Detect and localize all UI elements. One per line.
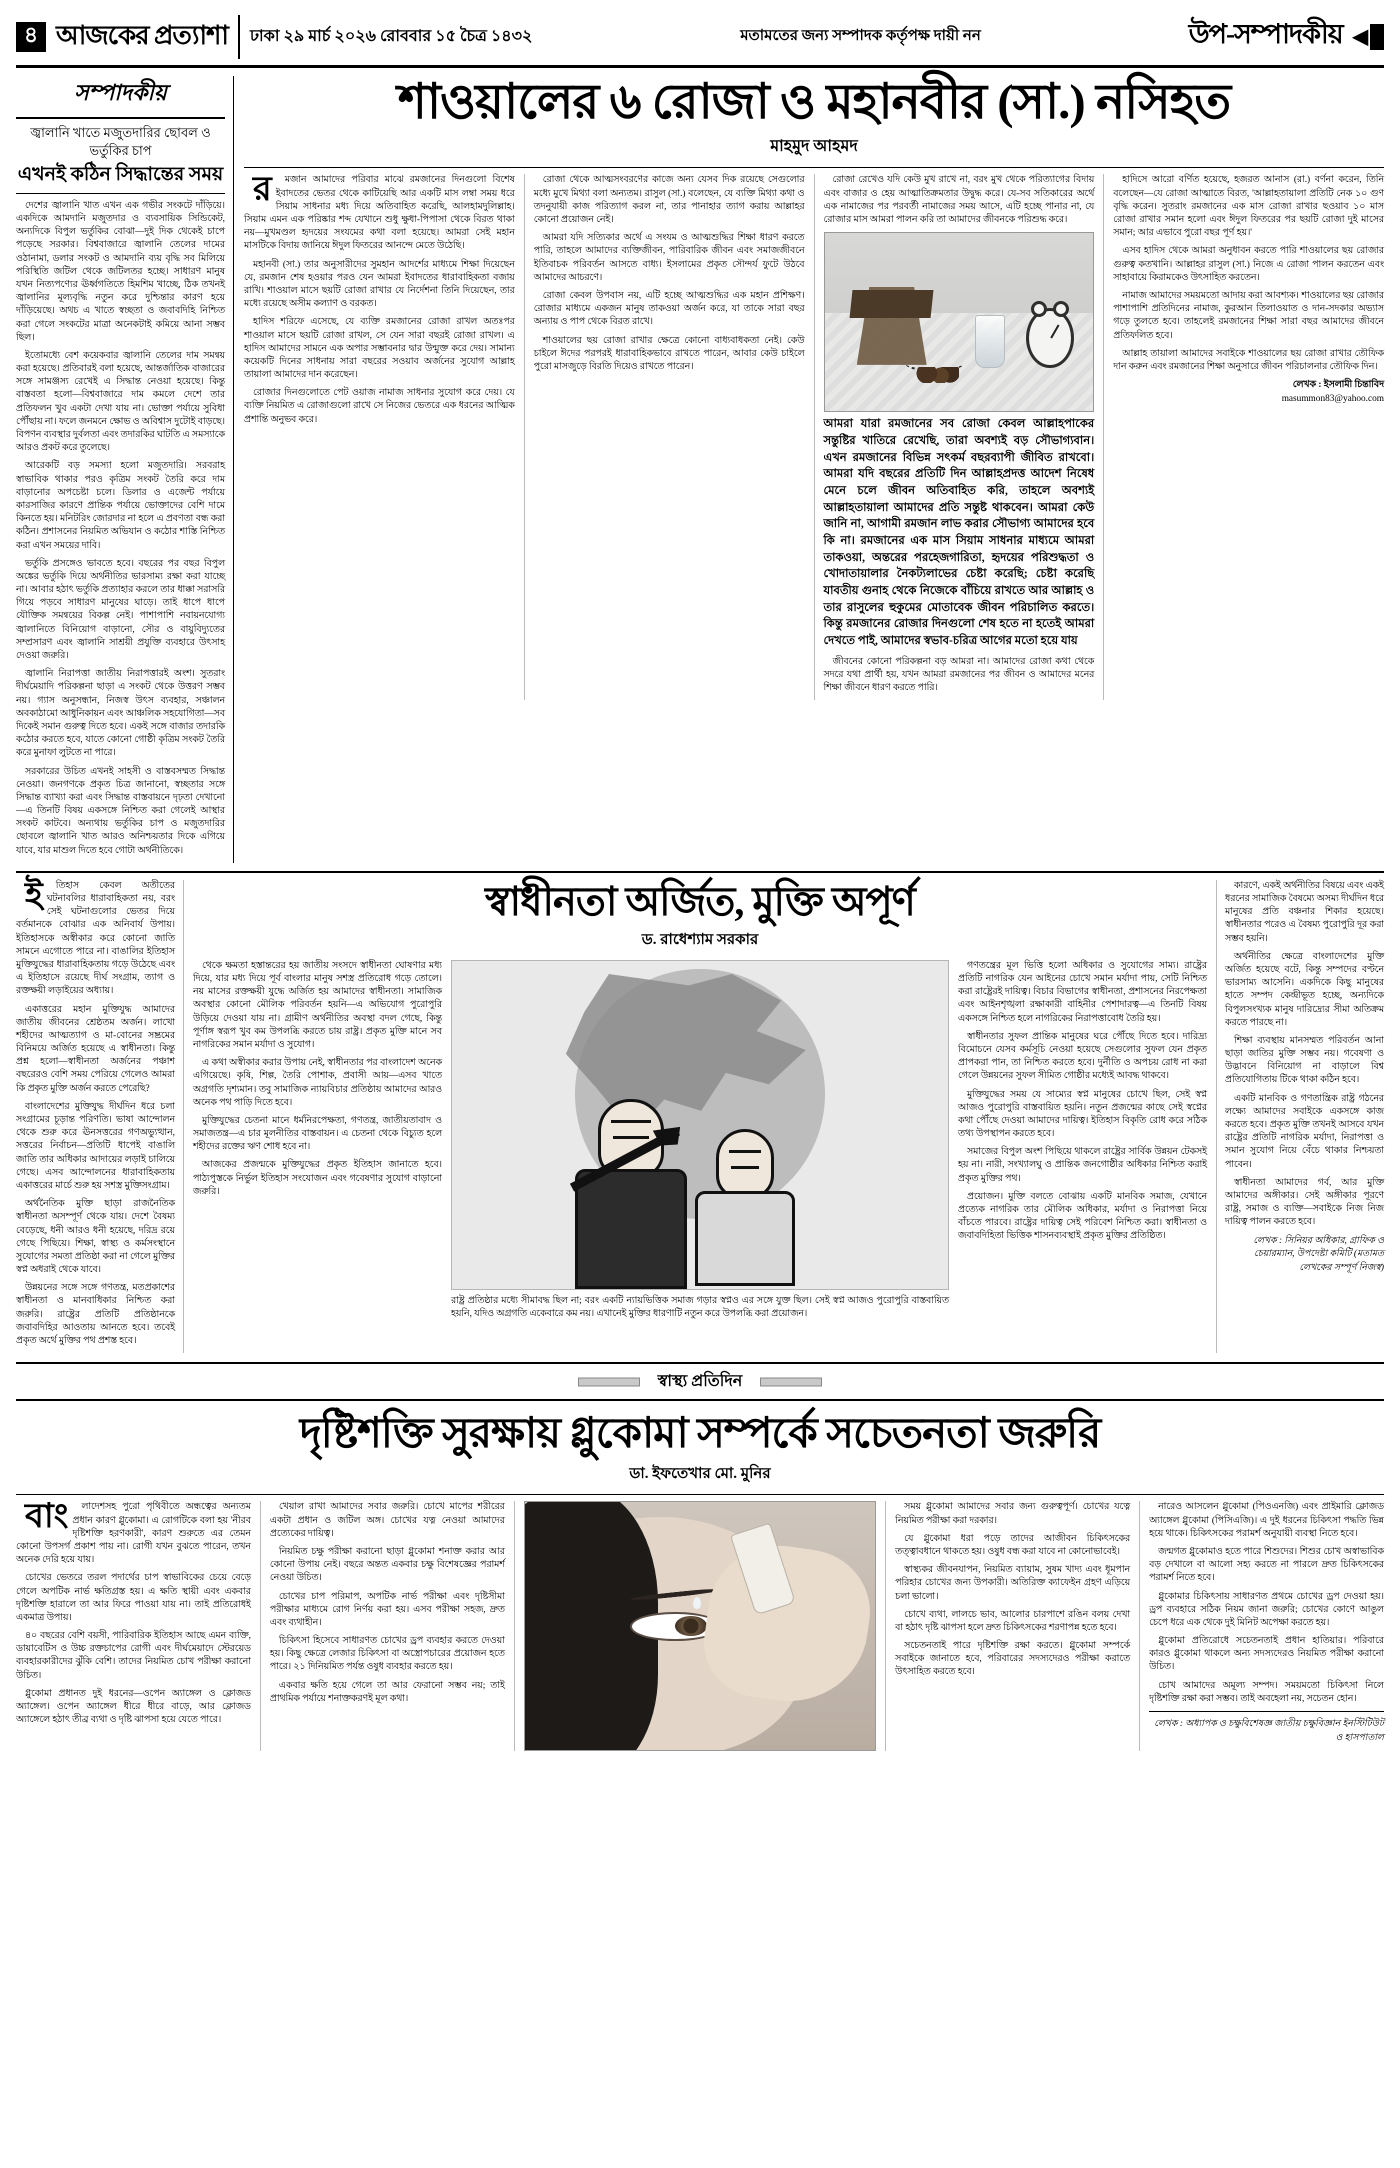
paragraph: নামাজ আমাদের সময়মতো আদায় করা আবশ্যক। শাওয়ালের ছয় রোজার পাশাপাশি প্রতিদিনের নামাজ, কুরআন তিলাওয়াত ও দান-সদকার অভ্যাস গড়ে তুলতে হবে। তাহলেই রমজানের শিক্ষা সারা বছর আমাদের জীবনে প্রতিফলিত হবে।: [1113, 290, 1384, 341]
paragraph: সমাজের বিপুল অংশ পিছিয়ে থাকলে রাষ্ট্রের সার্বিক উন্নয়ন টেকসই হয় না। নারী, সংখ্যালঘু ও প্রান্তিক জনগোষ্ঠীর অধিকার নিশ্চিত করাই প্রকৃত মুক্তির পথ।: [958, 1147, 1207, 1184]
page-number: ৪: [16, 22, 46, 52]
paragraph: চোখের ভেতরে তরল পদার্থের চাপ স্বাভাবিকের চেয়ে বেড়ে গেলে অপটিক নার্ভ ক্ষতিগ্রস্ত হয়। এ ক্ষতি স্থায়ী এবং একবার দৃষ্টিশক্তি হারালে তা আর ফিরে পাওয়া যায় না। তাই প্রতিরোধই একমাত্র উপায়।: [16, 1573, 251, 1623]
article-column: [260, 1501, 505, 1751]
paragraph: একাত্তরের মহান মুক্তিযুদ্ধ আমাদের জাতীয় জীবনের শ্রেষ্ঠতম অর্জন। লাখো শহীদের আত্মত্যাগ ও মা-বোনের সম্ভ্রমের বিনিময়ে অর্জিত হয়েছে এ স্বাধীনতা। কিন্তু প্রশ্ন হলো—স্বাধীনতা অর্জনের পঞ্চাশ বছরেরও বেশি সময় পেরিয়ে গেলেও আমরা কি প্রকৃত মুক্তি অর্জন করতে পেরেছি?: [16, 1004, 175, 1094]
paragraph: শাওয়ালের ছয় রোজা রাখার ক্ষেত্রে কোনো বাধ্যবাধকতা নেই। কেউ চাইলে ঈদের পরপরই ধারাবাহিকভাবে রাখতে পারেন, আবার কেউ চাইলে পুরো মাসজুড়ে বিরতি দিয়েও রাখতে পারেন।: [533, 335, 805, 372]
second-headline: স্বাধীনতা অর্জিত, মুক্তি অপূর্ণ: [485, 878, 915, 924]
paragraph: থেকে ক্ষমতা হস্তান্তরের হয় জাতীয় সংসদে স্বাধীনতা ঘোষণার মধ্য দিয়ে, যার মধ্য দিয়ে পূর্ব বাংলার মানুষ সশস্ত্র প্রতিরোধ গড়ে তোলে। নয় মাসের রক্তক্ষয়ী যুদ্ধে অর্জিত হয় আমাদের স্বাধীনতা। সামাজিক অবস্থার কোনো মৌলিক পরিবর্তন হয়নি—এ অভিযোগ পুরোপুরি উড়িয়ে দেওয়া যায় না। গ্রামীণ অর্থনীতির অবস্থা বদল গেছে, কিন্তু পূর্ণাঙ্গ স্বরূপ খুব কম উপলব্ধি করতে চায় রাষ্ট্র। প্রকৃত মুক্তি মানে সব নাগরিকের সমান মর্যাদা ও সুযোগ।: [193, 960, 442, 1050]
paragraph: ভর্তুকি প্রসঙ্গেও ভাবতে হবে। বছরের পর বছর বিপুল অঙ্কের ভর্তুকি দিয়ে অর্থনীতির ভারসাম্য রক্ষা করা যাচ্ছে না। আবার হঠাৎ ভর্তুকি প্রত্যাহার করলে তার ধাক্কা সরাসরি গিয়ে পড়বে সাধারণ মানুষের ঘাড়ে। তাই ধাপে ধাপে যৌক্তিক সমন্বয়ের বিকল্প নেই। পাশাপাশি নবায়নযোগ্য জ্বালানিতে বিনিয়োগ বাড়ানো, সৌর ও বায়ুবিদ্যুতের সম্প্রসারণ এবং জ্বালানি সাশ্রয়ী প্রযুক্তি ব্যবহারে উৎসাহ দেওয়া জরুরি।: [16, 558, 225, 662]
article-column: [193, 960, 442, 1321]
paragraph: আমরা যদি সত্যিকার অর্থে এ সংযম ও আত্মশুদ্ধির শিক্ষা ধারণ করতে পারি, তাহলে আমাদের ব্যক্তিজীবন, পারিবারিক জীবন এবং সমাজজীবনে ইতিবাচক পরিবর্তন আসতে বাধ্য। ইসলামের প্রকৃত সৌন্দর্য ফুটে উঠবে আমাদের আচরণে।: [533, 233, 805, 283]
paragraph: যে গ্লুকোমা ধরা পড়ে তাদের আজীবন চিকিৎসকের তত্ত্বাবধানে থাকতে হয়। ওষুধ বন্ধ করা যাবে না কোনোভাবেই।: [895, 1533, 1131, 1557]
top-section: [16, 76, 1384, 863]
paragraph: কারণে, একই অর্থনীতির বিষয়ে এবং একই ধরনের সামাজিক বৈষম্যে অসম্য দীর্ঘদিন ধরে মানুষের প্রতি বঞ্চনার শিকার হয়েছে। স্বাধীনতার পরেও এ বৈষম্য পুরোপুরি দূর করা সম্ভব হয়নি।: [1225, 880, 1384, 944]
editorial-title: এখনই কঠিন সিদ্ধান্তের সময়: [17, 164, 224, 186]
paragraph: চোখে ব্যথা, লালচে ভাব, আলোর চারপাশে রঙিন বলয় দেখা বা হঠাৎ দৃষ্টি ঝাপসা হলে দ্রুত চিকিৎসকের শরণাপন্ন হতে হবে।: [895, 1609, 1131, 1633]
second-left-column: [16, 876, 184, 1353]
paragraph: অর্থনীতির ক্ষেত্রে বাংলাদেশের মুক্তি অর্জিত হয়েছে বটে, কিন্তু সম্পদের বণ্টনে ভারসাম্য আসেনি। একদিকে কিছু মানুষের হাতে সম্পদ কেন্দ্রীভূত হচ্ছে, অন্যদিকে বিপুলসংখ্যক মানুষ দারিদ্র্যের সীমা অতিক্রম করতে পারছে না।: [1225, 951, 1384, 1028]
paragraph: দেশের জ্বালানি খাত এখন এক গভীর সংকটে দাঁড়িয়ে। একদিকে আমদানি মজুতদার ও ব্যবসায়িক সিন্ডিকেট, অন্যদিকে বিপুল ভর্তুকির বোঝা—দুই দিক থেকেই চাপে পড়েছে সরকার। বিশ্ববাজারে জ্বালানি তেলের দামের ওঠানামা, ডলার সংকট ও আমদানি ব্যয় বৃদ্ধি সব মিলিয়ে পরিস্থিতি জটিল থেকে জটিলতর হচ্ছে। সাধারণ মানুষ যখন নিত্যপণ্যের ঊর্ধ্বগতিতে হিমশিম খাচ্ছে, ঠিক তখনই জ্বালানির মূল্যবৃদ্ধি নতুন করে দুশ্চিন্তার কারণ হয়ে দাঁড়িয়েছে। অথচ এ খাতে স্বচ্ছতা ও জবাবদিহি নিশ্চিত করা গেলে সংকটের মাত্রা অনেকটাই কমিয়ে আনা সম্ভব ছিল।: [16, 200, 225, 343]
health-columns: [16, 1498, 1384, 1751]
second-article: [16, 871, 1384, 1353]
eye-drop-photo: [524, 1501, 876, 1751]
paragraph: হাদিস শরিফে এসেছে, যে ব্যক্তি রমজানের রোজা রাখল অতঃপর শাওয়াল মাসে ছয়টি রোজা রাখল, সে যেন সারা বছরই রোজা রাখল। এ হাদিস আমাদের সামনে এক অপার সম্ভাবনার দ্বার উন্মুক্ত করে দেয়। সামান্য কয়েকটি দিনের সাধনায় সারা বছরের সওয়াব অর্জনের সুযোগ আল্লাহ তায়ালা আমাদের দান করেছেন।: [244, 317, 515, 381]
paragraph: অর্থনৈতিক মুক্তি ছাড়া রাজনৈতিক স্বাধীনতা অসম্পূর্ণ থেকে যায়। দেশে বৈষম্য বেড়েছে, ধনী আরও ধনী হয়েছে, দরিদ্র রয়ে গেছে পিছিয়ে। শিক্ষা, স্বাস্থ্য ও কর্মসংস্থানে সুযোগের সমতা প্রতিষ্ঠা করা না গেলে মুক্তির স্বপ্ন অধরাই থেকে যাবে।: [16, 1199, 175, 1276]
page-nav[interactable]: [1353, 24, 1384, 50]
paragraph: উন্নয়নের সঙ্গে সঙ্গে গণতন্ত্র, মতপ্রকাশের স্বাধীনতা ও মানবাধিকার নিশ্চিত করা জরুরি। রাষ্ট্রের প্রতিটি প্রতিষ্ঠানকে জবাবদিহির আওতায় আনতে হবে। তবেই প্রকৃত অর্থে মুক্তির পথ প্রশস্ত হবে।: [16, 1283, 175, 1347]
article-column: [244, 171, 515, 700]
paragraph: হাদিসে আরো বর্ণিত হয়েছে, হজরত আনাস (রা.) বর্ণনা করেন, তিনি বলেছেন—যে রোজা আত্মাতে বিরত, 'আল্লাহতায়ালা প্রতিটি নেক ১০ গুণ বৃদ্ধি করেন। সুতরাং রমজানের এক মাস রোজা রাখার ছওয়াব ১০ মাস রোজা রাখার সমান হলো এবং ঈদুল ফিতরের পর ছয়টি রোজা দুই মাসের সমান; আর এভাবে পুরো বছর পূর্ণ হয়।': [1113, 175, 1384, 239]
article-column-with-photo: [814, 174, 1095, 700]
second-author: ড. রাধেশ্যাম সরকার: [641, 931, 759, 948]
disclaimer-text: মতামতের জন্য সম্পাদক কর্তৃপক্ষ দায়ী নন: [740, 28, 981, 44]
divider: [16, 1494, 1384, 1495]
paragraph: জন্মগত গ্লুকোমাও হতে পারে শিশুদের। শিশুর চোখ অস্বাভাবিক বড় দেখালে বা আলো সহ্য করতে না পারলে দ্রুত চিকিৎসকের পরামর্শ নিতে হবে।: [1149, 1546, 1384, 1584]
paragraph: আরেকটি বড় সমস্যা হলো মজুতদারি। সরবরাহ স্বাভাবিক থাকার পরও কৃত্রিম সংকট তৈরি করে দাম বাড়ানোর অপচেষ্টা চলে। ডিলার ও এজেন্ট পর্যায়ে কারসাজির কারণে প্রান্তিক পর্যায়ে ভোক্তাদের বেশি দামে কিনতে হয়। মনিটরিং জোরদার না হলে এ প্রবণতা বন্ধ করা কঠিন। প্রশাসনের নিয়মিত অভিযান ও কঠোর শাস্তি নিশ্চিত করা এখন সময়ের দাবি।: [16, 461, 225, 551]
paragraph: বাংলাদেশের মুক্তিযুদ্ধ দীর্ঘদিন ধরে চলা সংগ্রামের চূড়ান্ত পরিণতি। ভাষা আন্দোলন থেকে শুরু করে ঊনসত্তরের গণঅভ্যুত্থান, সত্তরের নির্বাচন—প্রতিটি ধাপেই বাঙালি জাতি তার অধিকার আদায়ের লড়াই চালিয়ে গেছে। এসব আন্দোলনের ধারাবাহিকতায় একাত্তরের মার্চে শুরু হয় সশস্ত্র মুক্তিসংগ্রাম।: [16, 1101, 175, 1191]
paragraph: আল্লাহ তায়ালা আমাদের সবাইকে শাওয়ালের ছয় রোজা রাখার তৌফিক দান করুন এবং রমজানের শিক্ষা অনুসারে জীবন পরিচালনার তৌফিক দিন।: [1113, 348, 1384, 372]
illustration-column: [451, 960, 949, 1321]
paragraph: স্বাধীনতার সুফল প্রান্তিক মানুষের ঘরে পৌঁছে দিতে হবে। দারিদ্র্য বিমোচনে যেসব কর্মসূচি নেওয়া হয়েছে সেগুলোর সুফল যেন প্রকৃত প্রাপকরা পান, তা নিশ্চিত করতে হবে। দুর্নীতি ও অপচয় রোধ না করা গেলে উন্নয়নের সুফল সীমিত গোষ্ঠীর মধ্যেই আবদ্ধ থাকবে।: [958, 1031, 1207, 1082]
health-byline: লেখক : অধ্যাপক ও চক্ষুবিশেষজ্ঞ জাতীয় চক্ষুবিজ্ঞান ইনস্টিটিউট ও হাসপাতাল: [1154, 1719, 1384, 1743]
article-column: [885, 1501, 1130, 1751]
paragraph: খেয়াল রাখা আমাদের সবার জরুরি। চোখে মাপের শরীরের একটা প্রধান ও জটিল অঙ্গ। চোখের যত্ন নেওয়া আমাদের প্রত্যেকের দায়িত্ব।: [269, 1502, 505, 1539]
divider: [244, 167, 1384, 168]
paragraph: গ্লুকোমা প্রধানত দুই ধরনের—ওপেন অ্যাঙ্গেল ও ক্লোজড অ্যাঙ্গেল। ওপেন অ্যাঙ্গেল ধীরে ধীরে বাড়ে, আর ক্লোজড অ্যাঙ্গেলে হঠাৎ তীব্র ব্যথা ও দৃষ্টি ঝাপসা হয়ে যেতে পারে।: [16, 1688, 251, 1726]
editorial-column: [16, 76, 234, 863]
paragraph: মুক্তিযুদ্ধের চেতনা মানে ধর্মনিরপেক্ষতা, গণতন্ত্র, জাতীয়তাবাদ ও সমাজতন্ত্র—এ চার মূলনীতির বাস্তবায়ন। এ চেতনা থেকে বিচ্যুত হলে শহীদের রক্তের ঋণ শোধ হবে না।: [193, 1115, 442, 1153]
article-column: [1139, 1501, 1384, 1751]
article-column: [1103, 174, 1384, 700]
article-column: [16, 1498, 251, 1751]
paragraph: ইতোমধ্যে বেশ কয়েকবার জ্বালানি তেলের দাম সমন্বয় করা হয়েছে। প্রতিবারই বলা হয়েছে, আন্তর্জাতিক বাজারের সঙ্গে সামঞ্জস্য রেখেই এ সিদ্ধান্ত নেওয়া হয়েছে। কিন্তু বাস্তবতা হলো—বিশ্ববাজারে দাম কমলে দেশে তার প্রতিফলন খুব একটা দেখা যায় না। ভোক্তা পর্যায়ে সুবিধা পৌঁছায় না। ফলে জনমনে ক্ষোভ ও অবিশ্বাস দুটোই বাড়ছে। বিপণন ব্যবস্থার দুর্বলতা এবং তদারকির ঘাটতি এ সমস্যাকে আরও প্রকট করে তুলেছে।: [16, 350, 225, 454]
paragraph: রোজা কেবল উপবাস নয়, এটি হচ্ছে আত্মশুদ্ধির এক মহান প্রশিক্ষণ। রোজার মাধ্যমে একজন মানুষ তাকওয়া অর্জন করে, যা তাকে সারা বছর অন্যায় ও পাপ থেকে বিরত রাখে।: [533, 290, 805, 328]
paragraph: রোজা রেখেও যদি কেউ মুখ রাখে না, বরং মুখ থেকে পরিত্যাগের বিদায় এবং বাজার ও হেয় আত্মাতিক্রমতার উদ্বুদ্ধ করে। যে-সব সতিকারের অর্থে এক নামাজের পর পরবর্তী নামাজের সময় আসে, এটি হচ্ছে পানার না, যে রোজার মাস আমরা পালন করি তা আমাদের জীবনকে পরিশুদ্ধ করে।: [823, 175, 1095, 225]
paragraph: নিয়মিত চক্ষু পরীক্ষা করানো ছাড়া গ্লুকোমা শনাক্ত করার আর কোনো উপায় নেই। বছরে অন্তত একবার চক্ষু বিশেষজ্ঞের পরামর্শ নেওয়া উচিত।: [269, 1546, 505, 1584]
paragraph: এ কথা অস্বীকার করার উপায় নেই, স্বাধীনতার পর বাংলাদেশ অনেক এগিয়েছে। কৃষি, শিল্প, তৈরি পোশাক, প্রবাসী আয়—এসব খাতে অগ্রগতি দৃশ্যমান। তবু সামাজিক ন্যায়বিচার প্রতিষ্ঠায় আমাদের আরও অনেক পথ পাড়ি দিতে হবে।: [193, 1058, 442, 1108]
illustration-caption-left: রাষ্ট্র প্রতিষ্ঠার মধ্যে সীমাবদ্ধ ছিল না; বরং একটি ন্যায়ভিত্তিক সমাজ গড়ার স্বপ্নও এর সঙ্গে যুক্ত ছিল। সেই স্বপ্ন আজও পুরোপুরি বাস্তবায়িত হয়নি, যদিও অগ্রগতি একেবারে কম নয়। এখানেই মুক্তির ধারণাটি নতুন করে উপলব্ধি করা প্রয়োজন।: [451, 1295, 949, 1320]
masthead: [16, 14, 1384, 68]
paragraph: গণতন্ত্রের মূল ভিত্তি হলো অধিকার ও সুযোগের সাম্য। রাষ্ট্রের প্রতিটি নাগরিক যেন আইনের চোখে সমান মর্যাদা পায়, সেটি নিশ্চিত করা রাষ্ট্রেরই দায়িত্ব। বিচার বিভাগের স্বাধীনতা, প্রশাসনের নিরপেক্ষতা এবং আইনশৃঙ্খলা রক্ষাকারী বাহিনীর পেশাদারত্ব—এ তিনটি বিষয় একসঙ্গে নিশ্চিত হলে নাগরিকের নিরাপত্তাবোধ তৈরি হয়।: [958, 960, 1207, 1024]
paragraph: ইতিহাস কেবল অতীতের ঘটনাবলির ধারাবাহিকতা নয়, বরং সেই ঘটনাগুলোর ভেতর দিয়ে বর্তমানকে বোঝার এক অনিবার্য উপায়। ইতিহাসকে অস্বীকার করে কোনো জাতি সামনে এগোতে পারে না। বাঙালির ইতিহাস মুক্তিযুদ্ধের ধারাবাহিকতায় গড়ে উঠেছে এবং এ ইতিহাসে রয়েছে দীর্ঘ সংগ্রাম, ত্যাগ ও রক্তক্ষয়ী লড়াইয়ের অধ্যায়।: [16, 876, 175, 997]
freedom-fighters-illustration: [451, 960, 949, 1290]
paragraph: জীবনের কোনো পরিকল্পনা বড় আমরা না। আমাদের রোজা কথা থেকে সদরে যথা প্রার্থী হয়, যখন আমরা রমজানের পর জীবন ও আমাদের মনের শিক্ষা জীবনে ধারণ করতে পারি।: [823, 656, 1095, 693]
paragraph: শিক্ষা ব্যবস্থায় মানসম্মত পরিবর্তন আনা ছাড়া জাতির মুক্তি সম্ভব নয়। গবেষণা ও উদ্ভাবনে বিনিয়োগ না বাড়ালে বিশ্ব প্রতিযোগিতায় টিকে থাকা কঠিন হবে।: [1225, 1035, 1384, 1086]
paragraph: স্বাধীনতা আমাদের গর্ব, আর মুক্তি আমাদের অঙ্গীকার। সেই অঙ্গীকার পূরণে রাষ্ট্র, সমাজ ও ব্যক্তি—সবাইকে নিজ নিজ দায়িত্ব পালন করতে হবে।: [1225, 1177, 1384, 1228]
paragraph: একটি মানবিক ও গণতান্ত্রিক রাষ্ট্র গঠনের লক্ষ্যে আমাদের সবাইকে একসঙ্গে কাজ করতে হবে। প্রকৃত মুক্তি তখনই আসবে যখন রাষ্ট্রের প্রতিটি নাগরিক মর্যাদা, নিরাপত্তা ও সমান সুযোগ নিয়ে বেঁচে থাকার নিশ্চয়তা পাবেন।: [1225, 1093, 1384, 1170]
paragraph: আজকের প্রজন্মকে মুক্তিযুদ্ধের প্রকৃত ইতিহাস জানাতে হবে। পাঠ্যপুস্তকে নির্ভুল ইতিহাস সংযোজন এবং গবেষণার সুযোগ বাড়ানো জরুরি।: [193, 1160, 442, 1197]
paragraph: জ্বালানি নিরাপত্তা জাতীয় নিরাপত্তারই অংশ। সুতরাং দীর্ঘমেয়াদি পরিকল্পনা ছাড়া এ সংকট থেকে উত্তরণ সম্ভব নয়। গ্যাস অনুসন্ধান, নিজস্ব উৎস ব্যবহার, সঞ্চালন অবকাঠামো আধুনিকায়ন এবং আঞ্চলিক সহযোগিতা—সব দিকেই সমান গুরুত্ব দিতে হবে। একই সঙ্গে বাজার তদারকি কঠোর করতে হবে, যাতে কোনো গোষ্ঠী কৃত্রিম সংকট তৈরি করে মুনাফা লুটতে না পারে।: [16, 669, 225, 759]
health-strip-label: স্বাস্থ্য প্রতিদিন: [644, 1368, 757, 1395]
paragraph: বাংলাদেশসহ পুরো পৃথিবীতে অন্ধত্বের অন্যতম প্রধান কারণ গ্লুকোমা। এ রোগটিকে বলা হয় 'নীরব দৃষ্টিশক্তি হরণকারী', কারণ শুরুতে এর তেমন কোনো উপসর্গ প্রকাশ পায় না। রোগী যখন বুঝতে পারেন, তখন অনেক দেরি হয়ে যায়।: [16, 1498, 251, 1566]
paragraph: চিকিৎসা হিসেবে সাধারণত চোখের ড্রপ ব্যবহার করতে দেওয়া হয়। কিছু ক্ষেত্রে লেজার চিকিৎসা বা অস্ত্রোপচারের প্রয়োজন হতে পারে। ২১ দিনিয়মিত পর্যন্ত ওষুধ ব্যবহার করতে হয়।: [269, 1636, 505, 1673]
paragraph: প্রয়োজন। মুক্তি বলতে বোঝায় একটি মানবিক সমাজ, যেখানে প্রত্যেক নাগরিক তার মৌলিক অধিকার, মর্যাদা ও নিরাপত্তা নিয়ে বাঁচতে পারবে। রাষ্ট্রের দায়িত্ব সেই পরিবেশ নিশ্চিত করা। স্বাধীনতা ও জবাবদিহিতা ভিত্তিক শাসনব্যবস্থাই প্রকৃত মুক্তির প্রতিষ্ঠিত।: [958, 1191, 1207, 1242]
paragraph: একবার ক্ষতি হয়ে গেলে তা আর ফেরানো সম্ভব নয়; তাই প্রাথমিক পর্যায়ে শনাক্তকরণই মূল কথা।: [269, 1680, 505, 1704]
paragraph: সরকারের উচিত এখনই সাহসী ও বাস্তবসম্মত সিদ্ধান্ত নেওয়া। জনগণকে প্রকৃত চিত্র জানানো, স্বচ্ছতার সঙ্গে সিদ্ধান্ত ব্যাখ্যা করা এবং সিদ্ধান্ত বাস্তবায়নে দৃঢ়তা দেখানো—এ তিনটি বিষয় একসঙ্গে নিশ্চিত করা গেলেই আস্থার সংকট কাটবে। অন্যথায় ভর্তুকির চাপ ও মজুতদারির ছোবলে জ্বালানি খাত আরও অনিশ্চয়তার দিকে এগিয়ে যাবে, যার মাশুল দিতে হবে গোটা অর্থনীতিকে।: [16, 766, 225, 856]
paragraph: মুক্তিযুদ্ধের সময় যে সাম্যের স্বপ্ন মানুষের চোখে ছিল, সেই স্বপ্ন আজও পুরোপুরি বাস্তবায়িত হয়নি। নতুন প্রজন্মের কাছে সেই স্বপ্নের কথা পৌঁছে দেওয়া আমাদের দায়িত্ব। ইতিহাস বিকৃতি রোধ করে সঠিক তথ্য উপস্থাপন করতে হবে।: [958, 1089, 1207, 1140]
paragraph: সচেতনতাই পারে দৃষ্টিশক্তি রক্ষা করতে। গ্লুকোমা সম্পর্কে সবাইকে জানাতে হবে, পরিবারের সদস্যদেরও পরীক্ষা করাতে উৎসাহিত করতে হবে।: [895, 1641, 1131, 1678]
paragraph: সময় গ্লুকোমা আমাদের সবার জন্য গুরুত্বপূর্ণ। চোখের যত্নে নিয়মিত পরীক্ষা করা দরকার।: [895, 1502, 1131, 1526]
health-photo-column: [514, 1501, 876, 1751]
health-author: ডা. ইফতেখার মো. মুনির: [629, 1466, 771, 1483]
paragraph: রোজা থেকে আত্মসংবরণের কাজে অন্য যেসব দিক রয়েছে সেগুলোর মধ্যে মুখে মিথ্যা বলা অন্যতম। রাসুল (সা.) বলেছেন, যে ব্যক্তি মিথ্যা কথা ও তদনুযায়ী কাজ পরিত্যাগ করল না, তার পানাহার ত্যাগ করায় আল্লাহর কোনো প্রয়োজন নেই।: [533, 175, 805, 225]
paragraph: এসব হাদিস থেকে আমরা অনুধাবন করতে পারি শাওয়ালের ছয় রোজার গুরুত্ব কতখানি। আল্লাহর রাসুল (সা.) নিজে এ রোজা পালন করতেন এবং সাহাবায়ে কিরামকেও উৎসাহিত করতেন।: [1113, 246, 1384, 283]
paragraph: ৪০ বছরের বেশি বয়সী, পারিবারিক ইতিহাস আছে এমন ব্যক্তি, ডায়াবেটিস ও উচ্চ রক্তচাপের রোগী এবং দীর্ঘমেয়াদে স্টেরয়েড ব্যবহারকারীদের ঝুঁকি বেশি। তাদের নিয়মিত চোখ পরীক্ষা করানো উচিত।: [16, 1631, 251, 1681]
photo-caption: আমরা যারা রমজানের সব রোজা কেবল আল্লাহপাকের সন্তুষ্টির খাতিরে রেখেছি, তারা অবশ্যই বড় সৌভাগ্যবান। এখন রমজানের বিভিন্ন সৎকর্ম বছরব্যাপী জীবিত রাখবো। আমরা যদি বছরের প্রতিটি দিন আল্লাহপ্রদত্ত আদেশ নিষেধ মেনে চলে জীবন অতিবাহিত করি, তাহলে অবশ্যই আল্লাহতায়ালা আমাদের প্রতি সন্তুষ্ট থাকবেন। আমরা কেউ জানি না, আগামী রমজান লাভ করার সৌভাগ্য আমাদের হবে কি না। রমজানের এক মাস সিয়াম সাধনার মাধ্যমে আমরা তাকওয়া, অন্তরের পরহেজগারিতা, হৃদয়ের পরিশুদ্ধতা ও খোদাতায়ালার নৈকট্যলাভের চেষ্টা করেছি; চেষ্টা করেছি যাবতীয় গুনাহ থেকে নিজেকে বাঁচিয়ে রাখতে আর আল্লাহ ও তার রাসুলের হুকুমের মোতাবেক জীবন পরিচালিত করতে। কিন্তু রমজানের রোজার দিনগুলো শেষ হতে না হতেই আমরা দেখতে পাই, আমাদের স্বভাব-চরিত্র আগের মতো হয়ে যায়: [823, 418, 1095, 647]
divider: [1149, 1711, 1384, 1712]
paragraph: রোজার দিনগুলোতে পেট ওয়াজ নামাজ সাধনার সুযোগ করে দেয়। যে ব্যক্তি নিয়মিত এ রোজাগুলো রাখে সে নিজের ভেতরে এক ধরনের আত্মিক প্রশান্তি অনুভব করে।: [244, 388, 515, 425]
paragraph: গ্লুকোমা প্রতিরোধে সচেতনতাই প্রধান হাতিয়ার। পরিবারে কারও গ্লুকোমা থাকলে অন্য সদস্যদেরও নিয়মিত পরীক্ষা করানো উচিত।: [1149, 1636, 1384, 1673]
main-article: [244, 76, 1384, 863]
chevron-left-icon[interactable]: ◀: [1352, 25, 1368, 48]
issue-date: ঢাকা ২৯ মার্চ ২০২৬ রোববার ১৫ চৈত্র ১৪৩২: [249, 28, 533, 45]
paper-logo: আজকের প্রত্যাশা: [56, 15, 240, 59]
paragraph: চোখের চাপ পরিমাপ, অপটিক নার্ভ পরীক্ষা এবং দৃষ্টিসীমা পরীক্ষার মাধ্যমে রোগ নির্ণয় করা হয়। এসব পরীক্ষা সহজ, দ্রুত এবং ব্যথাহীন।: [269, 1591, 505, 1628]
article-column: [524, 174, 805, 700]
iftar-table-photo: [824, 232, 1095, 649]
nav-block-icon: [1370, 24, 1384, 50]
paragraph: স্বাস্থ্যকর জীবনযাপন, নিয়মিত ব্যায়াম, সুষম খাদ্য এবং ধূমপান পরিহার চোখের জন্য উপকারী। অতিরিক্ত ক্যাফেইন গ্রহণ এড়িয়ে চলা ভালো।: [895, 1565, 1131, 1602]
author-email[interactable]: masummon83@yahoo.com: [1281, 394, 1384, 404]
paragraph: গ্লুকোমার চিকিৎসায় সাধারণত প্রথমে চোখের ড্রপ দেওয়া হয়। ড্রপ ব্যবহারে সঠিক নিয়ম জানা জরুরি; চোখের কোণে আঙুল চেপে ধরে এক থেকে দুই মিনিট অপেক্ষা করতে হয়।: [1149, 1591, 1384, 1628]
second-right-column: [1216, 880, 1384, 1353]
paragraph: নারেও আসলেন গ্লুকোমা (পিওএনজি) এবং প্রাইমারি ক্লোজড অ্যাঙ্গেল গ্লুকোমা (পিসিএজি)। এ দুই ধরনের চিকিৎসা পদ্ধতি ভিন্ন হয়ে থাকে। চিকিৎসকের পরামর্শ অনুযায়ী ব্যবস্থা নিতে হবে।: [1149, 1502, 1384, 1539]
health-headline: দৃষ্টিশক্তি সুরক্ষায় গ্লুকোমা সম্পর্কে সচেতনতা জরুরি: [299, 1411, 1101, 1458]
divider: [16, 193, 225, 194]
health-section-strip: [16, 1362, 1384, 1401]
editorial-badge: সম্পাদকীয়: [16, 76, 225, 119]
main-columns: [244, 171, 1384, 700]
article-column: [958, 960, 1207, 1321]
section-title: উপ-সম্পাদকীয়: [1188, 19, 1343, 49]
second-main: [193, 880, 1207, 1353]
second-byline: লেখক : সিনিয়র অধিকার, গ্রাফিক ও চেয়ারম্যান, উপদেষ্টা কমিটি (মতামত লেখকের সম্পূর্ণ নিজস্ব): [1253, 1235, 1384, 1274]
main-author: মাহমুদ আহমদ: [770, 138, 858, 156]
second-columns: [193, 960, 1207, 1321]
paragraph: চোখ আমাদের অমূল্য সম্পদ। সময়মতো চিকিৎসা নিলে দৃষ্টিশক্তি রক্ষা করা সম্ভব। তাই অবহেলা নয়, সচেতন হোন।: [1149, 1680, 1384, 1704]
editorial-subtitle: জ্বালানি খাতে মজুতদারির ছোবল ও ভর্তুকির চাপ: [30, 125, 211, 158]
paragraph: রমজান আমাদের পরিবার মাঝে রমজানের দিনগুলো বিশেষ ইবাদতের ভেতর থেকে কাটিয়েছি আর একটি মাস লম্বা সময় ধরে সিয়াম সাধনার মধ্য দিয়ে অতিবাহিত করেছি, আলহামদুলিল্লাহ। সিয়াম এমন এক পরিষ্কার শব্দ যেখানে শুধু ক্ষুধা-পিপাসা থেকে বিরত থাকা নয়—মুখমণ্ডল হৃদয়ের সংযমের কথা বলা হয়েছে। আমরা সেই মহান মাসটিকে বিদায় জানিয়ে ঈদুল ফিতরের আনন্দে মেতে উঠেছি।: [244, 171, 515, 252]
author-credit: লেখক : ইসলামী চিন্তাবিদ: [1292, 380, 1384, 391]
editorial-body: [16, 200, 225, 858]
author-contact: [1113, 379, 1384, 407]
paragraph: মহানবী (সা.) তার অনুসারীদের সুমহান আদর্শের মাধ্যমে শিক্ষা দিয়েছেন যে, রমজান শেষ হওয়ার পরও যেন আমরা ইবাদতের ধারাবাহিকতা বজায় রাখি। শাওয়াল মাসে ছয়টি রোজা রাখার যে নির্দেশনা তিনি দিয়েছেন, তার মধ্যে রয়েছে অসীম কল্যাণ ও বরকত।: [244, 259, 515, 310]
main-headline: শাওয়ালের ৬ রোজা ও মহানবীর (সা.) নসিহত: [397, 74, 1231, 129]
